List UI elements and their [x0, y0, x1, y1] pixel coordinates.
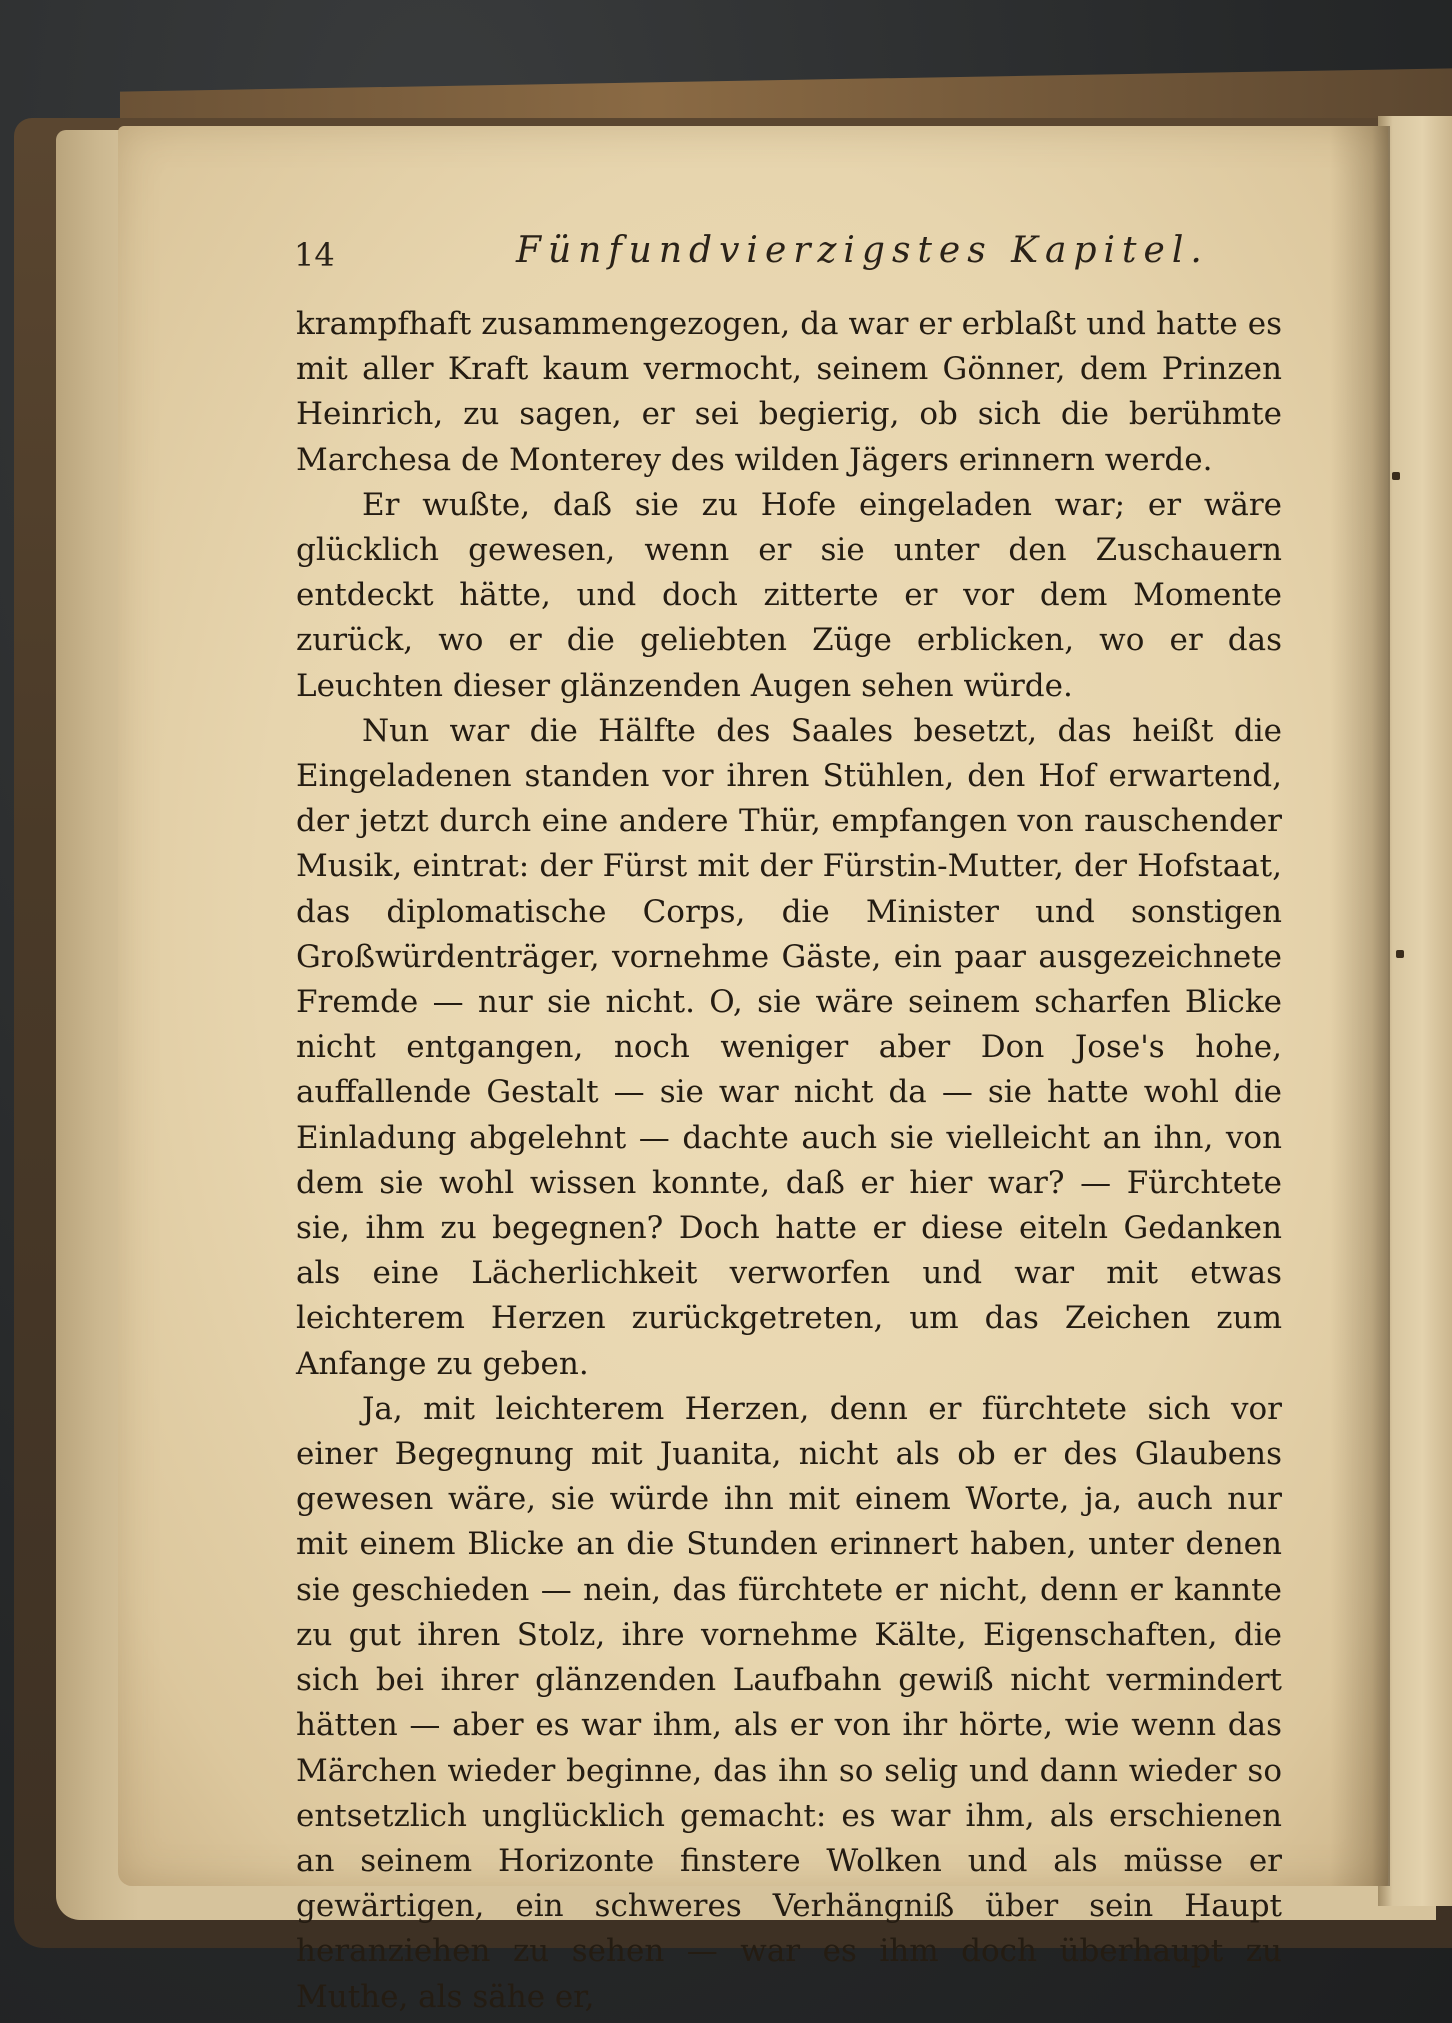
ink-speck [1392, 472, 1400, 480]
paragraph: krampfhaft zusammengezogen, da war er erblaßt und hatte es mit aller Kraft kaum vermocht, seinem Gönner, dem Prinzen Heinrich, zu sagen, er sei begierig, ob sich die berühmte Marchesa de Monterey des wilden Jägers erinnern werde. [296, 306, 1282, 478]
paragraph: Nun war die Hälfte des Saales besetzt, das heißt die Eingeladenen standen vor ihren Stühlen, den Hof erwartend, der jetzt durch eine andere Thür, empfangen von rauschender Musik, eintrat: der Fürst mit der Fürstin-Mutter, der Hofstaat, das diplomatische Corps, die Minister und sonstigen Großwürdenträger, vornehme Gäste, ein paar ausgezeichnete Fremde — nur sie nicht. O, sie wäre seinem scharfen Blicke nicht entgangen, noch weniger aber Don Jose's hohe, auffallende Gestalt — sie war nicht da — sie hatte wohl die Einladung abgelehnt — dachte auch sie vielleicht an ihn, von dem sie wohl wissen konnte, daß er hier war? — Fürchtete sie, ihm zu begegnen? Doch hatte er diese eiteln Gedanken als eine Lächerlichkeit verworfen und war mit etwas leichterem Herzen zurückgetreten, um das Zeichen zum Anfange zu geben. [296, 712, 1282, 1382]
paragraph: Ja, mit leichterem Herzen, denn er fürchtete sich vor einer Begegnung mit Juanita, nicht als ob er des Glaubens gewesen wäre, sie würde ihn mit einem Worte, ja, auch nur mit einem Blicke an die Stunden erinnert haben, unter denen sie geschieden — nein, das fürchtete er nicht, denn er kannte zu gut ihren Stolz, ihre vornehme Kälte, Eigenschaften, die sich bei ihrer glänzenden Laufbahn gewiß nicht vermindert hätten — aber es war ihm, als er von ihr hörte, wie wenn das Märchen wieder beginne, das ihn so selig und dann wieder so entsetzlich unglücklich gemacht: es war ihm, als erschienen an seinem Horizonte finstere Wolken und als müsse er gewärtigen, ein schweres Verhängniß über sein Haupt heranziehen zu sehen — war es ihm doch überhaupt zu Muthe, als sähe er, [296, 1390, 1282, 2015]
paragraph: Er wußte, daß sie zu Hofe eingeladen war; er wäre glücklich gewesen, wenn er sie unter den Zuschauern entdeckt hätte, und doch zitterte er vor dem Momente zurück, wo er die geliebten Züge erblicken, wo er das Leuchten dieser glänzenden Augen sehen würde. [296, 486, 1282, 704]
page-header [294, 230, 1294, 290]
page-number: 14 [294, 236, 335, 274]
gutter-shadow [1330, 126, 1390, 1886]
body-text [296, 302, 1282, 2020]
ink-speck [1396, 950, 1404, 958]
running-head: Fünfundvierzigstes Kapitel. [516, 230, 1209, 271]
